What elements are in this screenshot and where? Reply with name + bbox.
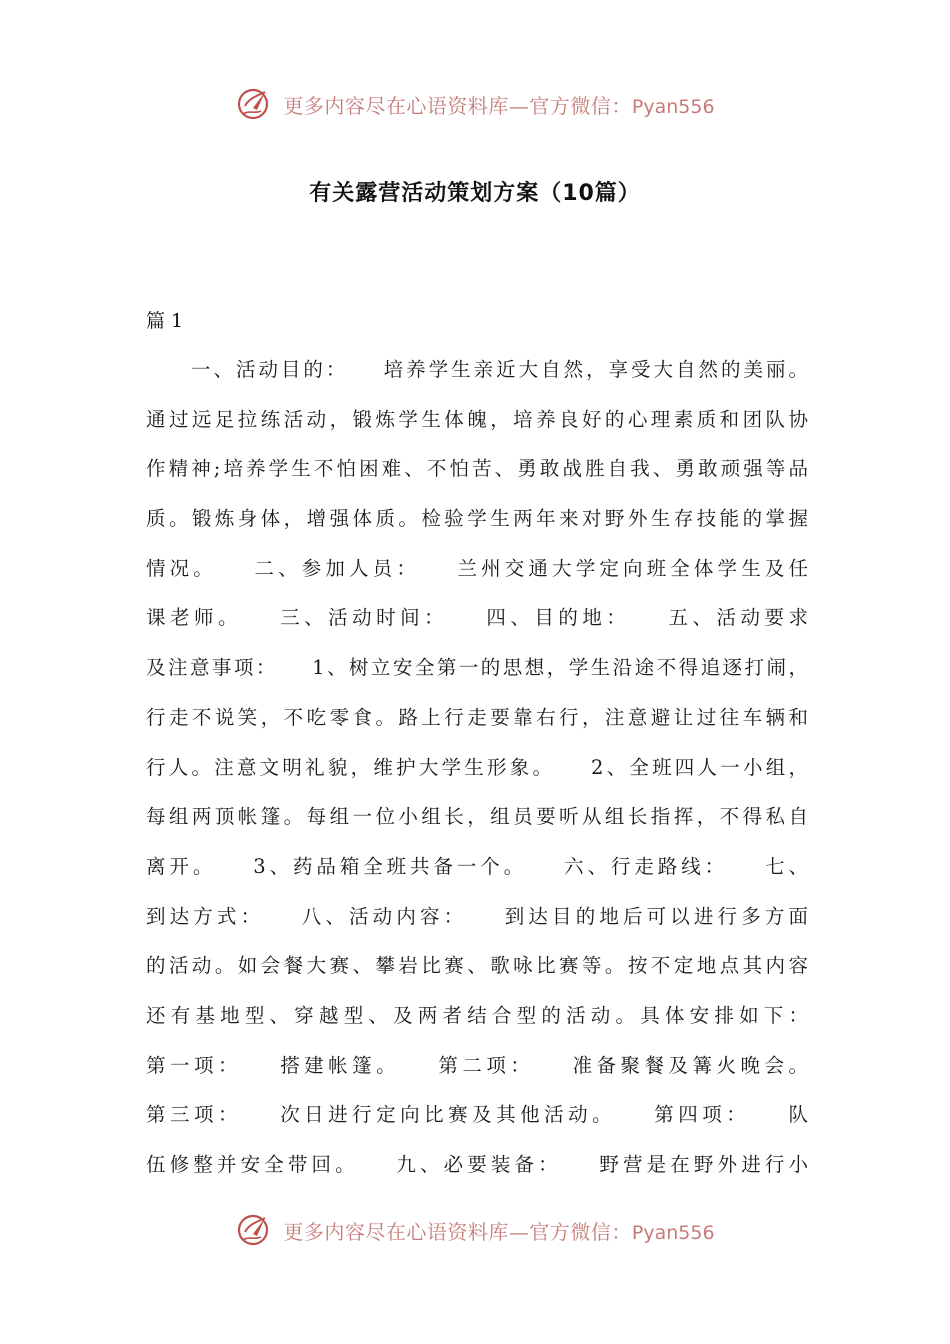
body-line: 的活动。如会餐大赛、攀岩比赛、歌咏比赛等。按不定地点其内容 [146,954,808,978]
body-line: 一、活动目的： 培养学生亲近大自然，享受大自然的美丽。 [146,358,808,381]
body-line: 第一项： 搭建帐篷。 第二项： 准备聚餐及篝火晚会。 [146,1053,808,1077]
footer-banner [0,1206,950,1254]
banner-slogan: 更多内容尽在心语资料库—官方微信： [283,1219,632,1244]
banner-wechat-id: Pyan556 [631,1221,715,1244]
body-line: 作精神;培养学生不怕困难、不怕苦、勇敢战胜自我、勇敢顽强等品 [146,457,808,481]
banner-wechat-id: Pyan556 [631,95,715,118]
body-line: 每组两顶帐篷。每组一位小组长，组员要听从组长指挥，不得私自 [146,805,808,829]
body-line: 第三项： 次日进行定向比赛及其他活动。 第四项： 队 [146,1103,808,1127]
body-line: 离开。 3、药品箱全班共备一个。 六、行走路线： 七、 [146,854,808,878]
body-line: 通过远足拉练活动，锻炼学生体魄，培养良好的心理素质和团队协 [146,407,808,431]
body-line: 情况。 二、参加人员： 兰州交通大学定向班全体学生及任 [146,556,808,580]
body-line: 行人。注意文明礼貌，维护大学生形象。 2、全班四人一小组， [146,755,808,779]
banner-text [283,90,714,119]
document-body [146,345,808,1190]
body-line: 课老师。 三、活动时间： 四、目的地： 五、活动要求 [146,606,808,630]
document-title: 有关露营活动策划方案（10篇） [309,181,641,206]
banner-text [283,1216,714,1245]
body-line: 伍修整并安全带回。 九、必要装备： 野营是在野外进行小 [146,1153,808,1176]
pen-logo-icon [235,1210,275,1250]
section-label: 篇 1 [146,310,184,332]
body-line: 及注意事项： 1、树立安全第一的思想，学生沿途不得追逐打闹， [146,656,808,680]
body-line: 到达方式： 八、活动内容： 到达目的地后可以进行多方面 [146,904,808,928]
pen-logo-icon [235,84,275,124]
header-banner [0,80,950,128]
banner-slogan: 更多内容尽在心语资料库—官方微信： [283,93,632,118]
body-line: 质。锻炼身体，增强体质。检验学生两年来对野外生存技能的掌握 [146,507,808,531]
body-line: 还有基地型、穿越型、及两者结合型的活动。具体安排如下： [146,1003,808,1027]
body-line: 行走不说笑，不吃零食。路上行走要靠右行，注意避让过往车辆和 [146,705,808,729]
